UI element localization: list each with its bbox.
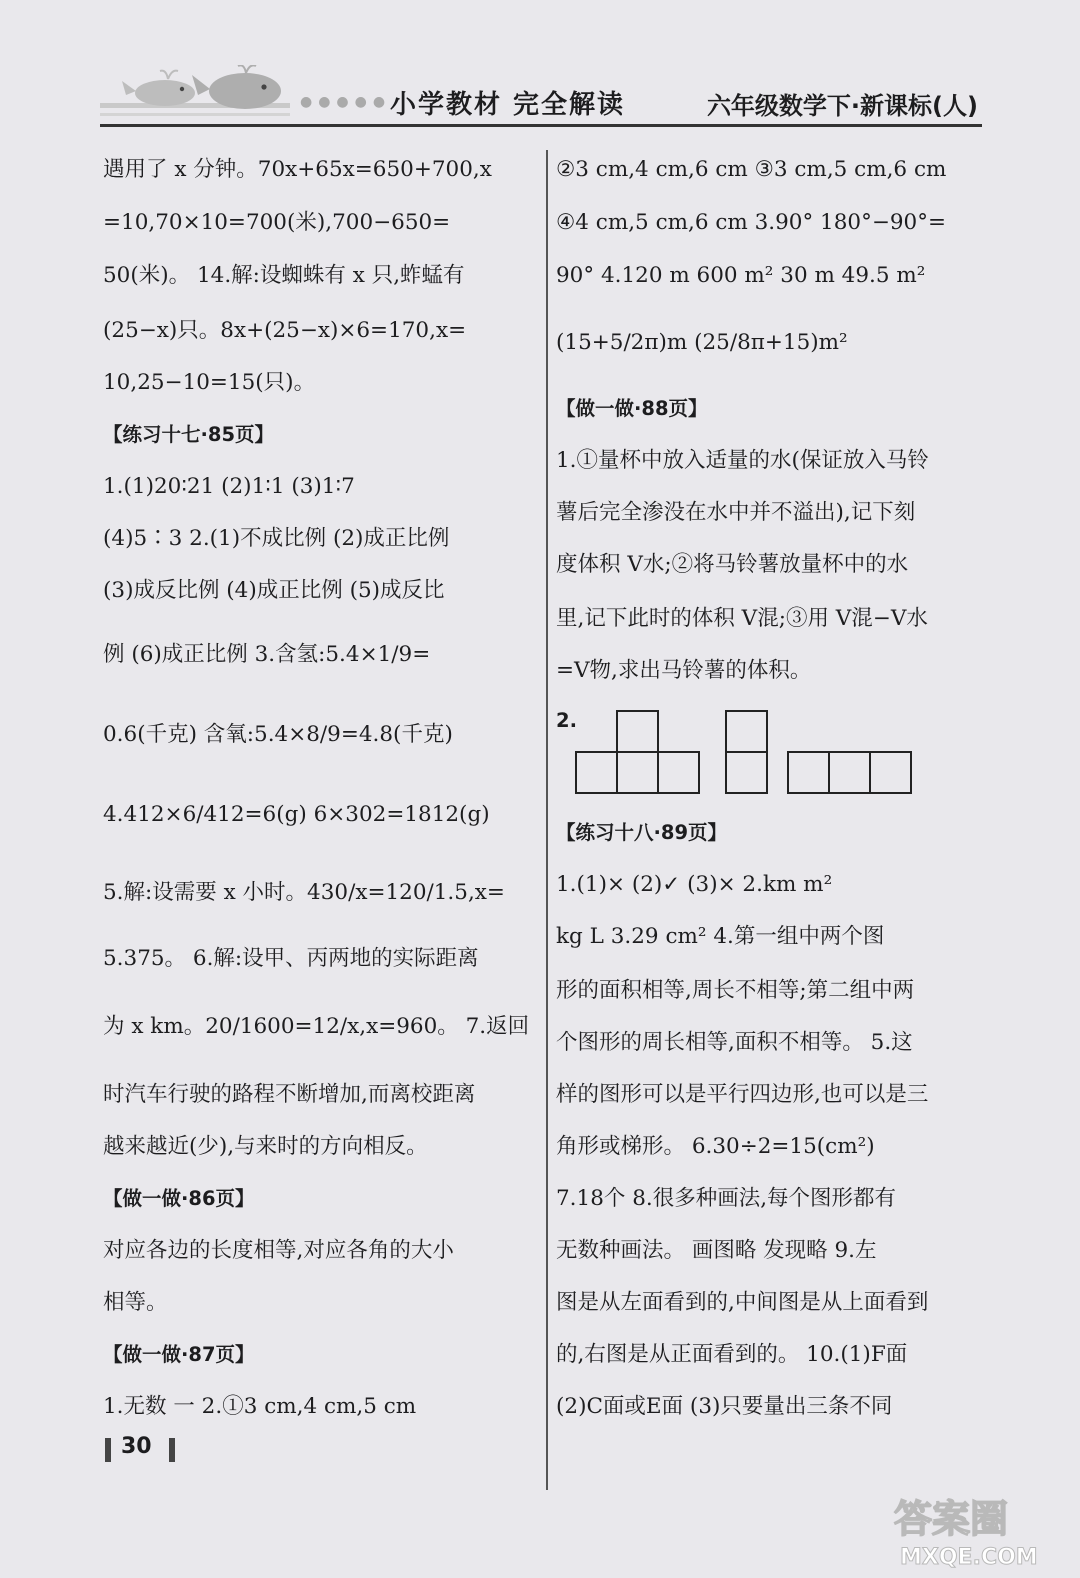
header-rule [100,124,982,127]
book-title: 小学教材 完全解读 [390,90,626,120]
header-dots: ●●●●● [300,94,392,110]
right-line-19: 7.18个 8.很多种画法,每个图形都有 [556,1186,897,1211]
right-line-8: 度体积 V水;②将马铃薯放量杯中的水 [556,552,909,577]
right-line-18: 角形或梯形。 6.30÷2=15(cm²) [556,1134,875,1159]
right-line-7: 薯后完全渗没在水中并不溢出),记下刻 [556,500,916,525]
left-line-16: 时汽车行驶的路程不断增加,而离校距离 [103,1082,476,1107]
right-line-11: 2. [556,709,577,732]
section-heading-86: 【做一做·86页】 [103,1187,255,1210]
left-line-19: 对应各边的长度相等,对应各角的大小 [103,1238,454,1263]
left-line-10: 例 (6)成正比例 3.含氢:5.4×1/9= [103,642,431,667]
column-divider [546,150,548,1490]
left-line-8: (4)5∶3 2.(1)不成比例 (2)成正比例 [103,526,450,551]
left-line-1: 遇用了 x 分钟。70x+65x=650+700,x [103,157,492,182]
left-line-12: 4.412×6/412=6(g) 6×302=1812(g) [103,802,490,827]
left-line-4: (25−x)只。8x+(25−x)×6=170,x= [103,318,467,343]
right-line-2: ④4 cm,5 cm,6 cm 3.90° 180°−90°= [556,210,946,235]
section-heading-88: 【做一做·88页】 [556,397,708,420]
page-number: 30 [121,1434,152,1459]
right-line-23: (2)C面或E面 (3)只要量出三条不同 [556,1394,893,1419]
right-line-6: 1.①量杯中放入适量的水(保证放入马铃 [556,448,929,473]
right-line-16: 个图形的周长相等,面积不相等。 5.这 [556,1030,913,1055]
right-line-21: 图是从左面看到的,中间图是从上面看到 [556,1290,929,1315]
three-views-figure [575,708,975,798]
left-line-13: 5.解:设需要 x 小时。430/x=120/1.5,x= [103,880,505,905]
page-bar-right [169,1438,175,1462]
right-line-17: 样的图形可以是平行四边形,也可以是三 [556,1082,929,1107]
left-line-9: (3)成反比例 (4)成正比例 (5)成反比 [103,578,445,603]
left-line-2: =10,70×10=700(米),700−650= [103,210,451,235]
right-line-14: kg L 3.29 cm² 4.第一组中两个图 [556,924,885,949]
left-line-7: 1.(1)20∶21 (2)1∶1 (3)1∶7 [103,474,355,499]
watermark-text: 答案圈 [894,1497,1009,1541]
grade-label: 六年级数学下·新课标(人) [706,92,978,120]
left-line-5: 10,25−10=15(只)。 [103,370,316,395]
right-line-20: 无数种画法。 画图略 发现略 9.左 [556,1238,877,1263]
left-line-3: 50(米)。 14.解:设蜘蛛有 x 只,蚱蜢有 [103,263,465,288]
left-line-17: 越来越近(少),与来时的方向相反。 [103,1134,428,1159]
right-line-9: 里,记下此时的体积 V混;③用 V混−V水 [556,606,928,631]
left-line-11: 0.6(千克) 含氧:5.4×8/9=4.8(千克) [103,722,453,747]
left-line-14: 5.375。 6.解:设甲、丙两地的实际距离 [103,946,479,971]
section-heading-89: 【练习十八·89页】 [556,821,728,844]
watermark-logo [888,1488,1068,1572]
right-line-4: (15+5/2π)m (25/8π+15)m² [556,330,848,355]
section-heading-87: 【做一做·87页】 [103,1343,255,1366]
right-line-3: 90° 4.120 m 600 m² 30 m 49.5 m² [556,263,926,288]
right-line-10: =V物,求出马铃薯的体积。 [556,658,812,683]
page-header [100,60,982,130]
whale-logo-icon [100,65,290,125]
left-line-15: 为 x km。20/1600=12/x,x=960。 7.返回 [103,1014,530,1039]
section-heading-85: 【练习十七·85页】 [103,423,275,446]
watermark-url: MXQE.COM [900,1545,1038,1570]
right-line-22: 的,右图是从正面看到的。 10.(1)F面 [556,1342,908,1367]
right-line-15: 形的面积相等,周长不相等;第二组中两 [556,978,915,1003]
left-line-20: 相等。 [103,1290,168,1315]
page-bar-left [105,1438,111,1462]
right-line-13: 1.(1)× (2)✓ (3)× 2.km m² [556,872,833,897]
left-line-22: 1.无数 一 2.①3 cm,4 cm,5 cm [103,1394,417,1419]
right-line-1: ②3 cm,4 cm,6 cm ③3 cm,5 cm,6 cm [556,157,947,182]
